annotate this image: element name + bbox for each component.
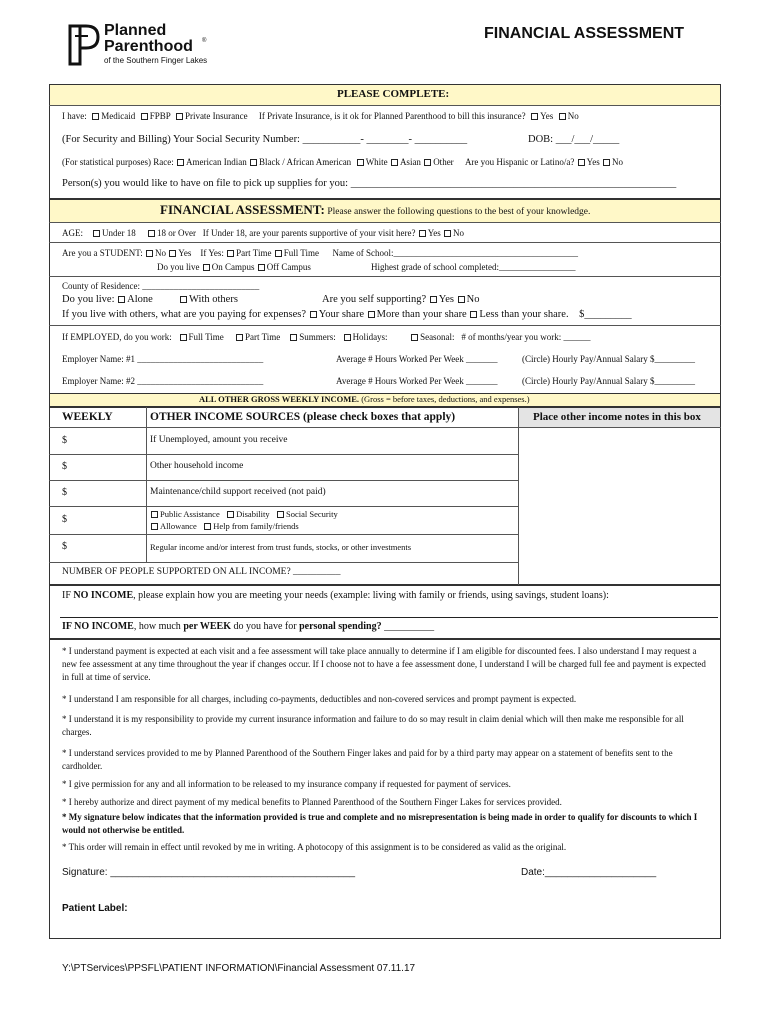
personal-spending-field[interactable]: __________ [381,621,435,632]
highest-grade-field[interactable]: Highest grade of school completed:_________________ [371,262,576,272]
employment-row [62,332,591,342]
student-no-checkbox[interactable] [146,250,153,257]
hispanic-question: Are you Hispanic or Latino/a? [464,157,575,167]
off-campus-checkbox[interactable] [258,264,265,271]
pickup-persons-field[interactable]: Person(s) you would like to have on file to pick up supplies for you: ______________________________________________________________ [62,178,677,189]
off-campus-label: Off Campus [266,262,311,272]
hours-1-field[interactable]: Average # Hours Worked Per Week _______ [336,354,498,364]
ssn-field[interactable]: (For Security and Billing) Your Social Security Number: ___________- ________- __________ [62,134,468,145]
document-title: FINANCIAL ASSESSMENT [484,25,685,42]
student-yes-checkbox[interactable] [169,250,176,257]
allowance-label: Allowance [160,521,197,531]
no-income-bold: NO INCOME [73,590,134,601]
asian-checkbox[interactable] [391,159,398,166]
self-supporting-row [322,294,479,305]
social-security-checkbox[interactable] [277,511,284,518]
fa-heading-text: FINANCIAL ASSESSMENT: [160,202,325,217]
col-weekly-header: WEEKLY [62,411,113,423]
term-2: * I understand I am responsible for all charges, including co-payments, deductibles and non-covered services and prompt payment is expected. [62,694,577,704]
employed-part-time-label: Part Time [245,332,281,342]
with-others-label: With others [189,294,238,305]
student-no-label: No [155,248,167,258]
medicaid-label: Medicaid [101,111,136,121]
i-have-label: I have: [62,111,87,121]
term-signature-bold: * My signature below indicates that the information provided is true and complete and no misrepresentation is being made in order to qualify for discounts to which I would not otherwise be entitled. [62,812,698,835]
logo-line2: Parenthood [104,38,193,55]
financial-assessment-heading [160,202,590,218]
no-income-explain [62,590,609,601]
student-question: Are you a STUDENT: [62,248,143,258]
bill-insurance-yes-checkbox[interactable] [531,113,538,120]
no-income-if: IF [62,590,74,601]
gross-income-heading [199,394,530,404]
on-campus-checkbox[interactable] [203,264,210,271]
col-notes-header: Place other income notes in this box [533,411,701,423]
bill-insurance-no-checkbox[interactable] [559,113,566,120]
row4-line2 [150,521,299,531]
employed-question: If EMPLOYED, do you work: [62,332,172,342]
less-than-share-checkbox[interactable] [470,311,477,318]
fpbp-label: FPBP [149,111,171,121]
employed-part-time-checkbox[interactable] [236,334,243,341]
row3-dollar[interactable]: $ [62,487,67,498]
help-family-checkbox[interactable] [204,523,211,530]
hispanic-no-label: No [612,157,624,167]
date-field[interactable]: Date:____________________ [521,867,657,878]
private-insurance-label: Private Insurance [184,111,248,121]
american-indian-label: American Indian [185,157,247,167]
self-supporting-no-label: No [466,294,480,305]
bill-yes-label: Yes [540,111,554,121]
if-yes-label: If Yes: [200,248,224,258]
student-row-2 [157,262,311,272]
other-race-label: Other [433,157,454,167]
on-campus-label: On Campus [211,262,255,272]
social-security-label: Social Security [286,509,338,519]
row5-dollar[interactable]: $ [62,541,67,552]
student-part-time-label: Part Time [236,248,272,258]
employed-full-time-checkbox[interactable] [180,334,187,341]
disability-label: Disability [236,509,270,519]
parents-yes-label: Yes [427,228,441,238]
row2-label: Other household income [150,461,244,471]
row1-label: If Unemployed, amount you receive [150,435,288,445]
help-family-label: Help from family/friends [213,521,299,531]
dob-field[interactable]: DOB: ___/___/_____ [528,134,620,145]
self-supporting-question: Are you self supporting? [322,294,427,305]
logo-registered-mark: ® [202,38,207,44]
expenses-row [62,309,632,320]
with-others-checkbox[interactable] [180,296,187,303]
less-than-share-label: Less than your share. [479,309,569,320]
row2-dollar[interactable]: $ [62,461,67,472]
18-or-over-checkbox[interactable] [148,230,155,237]
row4-line1 [150,509,338,519]
summers-checkbox[interactable] [290,334,297,341]
pay-1-field[interactable]: (Circle) Hourly Pay/Annual Salary $_________ [522,354,695,364]
more-than-share-label: More than your share [376,309,467,320]
race-row [62,157,623,167]
white-checkbox[interactable] [357,159,364,166]
medicaid-checkbox[interactable] [92,113,99,120]
employer-2-field[interactable]: Employer Name: #2 ____________________________ [62,376,264,386]
gross-income-title: ALL OTHER GROSS WEEKLY INCOME. [199,394,360,404]
holidays-label: Holidays: [352,332,388,342]
county-field[interactable]: County of Residence: __________________________ [62,281,260,291]
no-income-rest: , please explain how you are meeting your needs (example: living with family or friends, using savings, student loans): [133,590,609,601]
private-insurance-checkbox[interactable] [176,113,183,120]
school-name-field[interactable]: Name of School:_________________________________________ [332,248,578,258]
please-complete-heading: PLEASE COMPLETE: [337,88,450,100]
personal-spending-row [62,621,434,632]
race-label: (For statistical purposes) Race: [62,157,174,167]
employed-full-time-label: Full Time [188,332,224,342]
black-checkbox[interactable] [250,159,257,166]
asian-label: Asian [399,157,421,167]
bill-no-label: No [567,111,579,121]
hispanic-yes-label: Yes [586,157,600,167]
term-5: * I give permission for any and all information to be released to my insurance company if requested for payment of services. [62,779,511,789]
seasonal-checkbox[interactable] [411,334,418,341]
self-supporting-yes-checkbox[interactable] [430,296,437,303]
footer-path: Y:\PTServices\PPSFL\PATIENT INFORMATION\Financial Assessment 07.11.17 [62,963,416,974]
alone-checkbox[interactable] [118,296,125,303]
age-row [62,228,464,238]
other-race-checkbox[interactable] [424,159,431,166]
student-yes-label: Yes [178,248,192,258]
fpbp-checkbox[interactable] [141,113,148,120]
bill-insurance-question: If Private Insurance, is it ok for Planned Parenthood to bill this insurance? [258,111,526,121]
under-18-checkbox[interactable] [93,230,100,237]
gross-income-note: (Gross = before taxes, deductions, and expenses.) [361,394,530,404]
row4-dollar[interactable]: $ [62,514,67,525]
no-income-explain-line[interactable] [60,617,718,618]
logo-line3: of the Southern Finger Lakes [104,56,208,65]
self-supporting-yes-label: Yes [438,294,455,305]
expense-amount-field[interactable]: $_________ [579,309,632,320]
how-much-text: , how much [133,621,184,632]
student-part-time-checkbox[interactable] [227,250,234,257]
do-you-have-text: do you have for [231,621,300,632]
col-sources-header: OTHER INCOME SOURCES (please check boxes that apply) [150,411,456,423]
term-3: * I understand it is my responsibility to provide my current insurance information and failure to do so may result in claim denial which will then make me responsible for all charges. [62,714,684,737]
student-full-time-checkbox[interactable] [275,250,282,257]
insurance-row [62,111,579,121]
allowance-checkbox[interactable] [151,523,158,530]
parents-yes-checkbox[interactable] [419,230,426,237]
more-than-share-checkbox[interactable] [368,311,375,318]
term-revoke: * This order will remain in effect until revoked by me in writing. A photocopy of this assignment is to be considered as valid as the original. [62,842,567,852]
planned-parenthood-logo-icon [66,22,100,68]
parents-no-label: No [453,228,465,238]
term-4: * I understand services provided to me by Planned Parenthood of the Southern Finger lakes and paid for by a third party may appear on a statement of benefits sent to the cardholder. [62,748,673,771]
summers-label: Summers: [299,332,336,342]
fa-subheading: Please answer the following questions to the best of your knowledge. [327,207,591,217]
seasonal-label: Seasonal: [420,332,455,342]
live-alone-row [62,294,238,305]
your-share-checkbox[interactable] [310,311,317,318]
your-share-label: Your share [318,309,364,320]
public-assistance-checkbox[interactable] [151,511,158,518]
term-1: * I understand payment is expected at each visit and a fee assessment will take place annually to determine if I am eligible for discounted fees. I also understand I may request a new fee assessment at any time throughout the year if changes occur. If I choose not to have a fee assessment done, I understand I will be charged full fee and payment is expected in full at time of service. [62,646,706,682]
alone-label: Alone [127,294,153,305]
patient-label: Patient Label: [62,903,128,914]
holidays-checkbox[interactable] [344,334,351,341]
do-you-live-label: Do you live [157,262,200,272]
people-supported-field[interactable]: NUMBER OF PEOPLE SUPPORTED ON ALL INCOME? __________ [62,567,341,577]
pay-2-field[interactable]: (Circle) Hourly Pay/Annual Salary $_________ [522,376,695,386]
row5-label: Regular income and/or interest from trust funds, stocks, or other investments [150,542,412,552]
under-18-label: Under 18 [102,228,136,238]
disability-checkbox[interactable] [227,511,234,518]
if-no-income-bold: IF NO INCOME [62,621,134,632]
hispanic-yes-checkbox[interactable] [578,159,585,166]
months-per-year-field[interactable]: # of months/year you work: ______ [461,332,591,342]
logo-line1: Planned [104,22,167,39]
white-label: White [365,157,388,167]
hours-2-field[interactable]: Average # Hours Worked Per Week _______ [336,376,498,386]
student-full-time-label: Full Time [283,248,319,258]
row3-label: Maintenance/child support received (not paid) [150,487,326,497]
american-indian-checkbox[interactable] [177,159,184,166]
18-or-over-label: 18 or Over [157,228,196,238]
age-label: AGE: [62,228,83,238]
employer-1-field[interactable]: Employer Name: #1 ____________________________ [62,354,264,364]
hispanic-no-checkbox[interactable] [603,159,610,166]
parents-no-checkbox[interactable] [444,230,451,237]
row1-dollar[interactable]: $ [62,435,67,446]
signature-field[interactable]: Signature: ____________________________________________ [62,867,356,878]
expenses-question: If you live with others, what are you paying for expenses? [62,309,307,320]
black-label: Black / African American [258,157,352,167]
student-row [62,248,578,258]
logo [66,22,236,68]
income-notes-box[interactable] [520,430,718,582]
self-supporting-no-checkbox[interactable] [458,296,465,303]
term-6: * I hereby authorize and direct payment of my medical benefits to Planned Parenthood of the Southern Finger Lakes for services provided. [62,797,562,807]
parents-supportive-question: If Under 18, are your parents supportive of your visit here? [202,228,416,238]
per-week-bold: per WEEK [183,621,232,632]
public-assistance-label: Public Assistance [160,509,220,519]
do-you-live-question: Do you live: [62,294,115,305]
personal-spending-bold: personal spending? [299,621,382,632]
